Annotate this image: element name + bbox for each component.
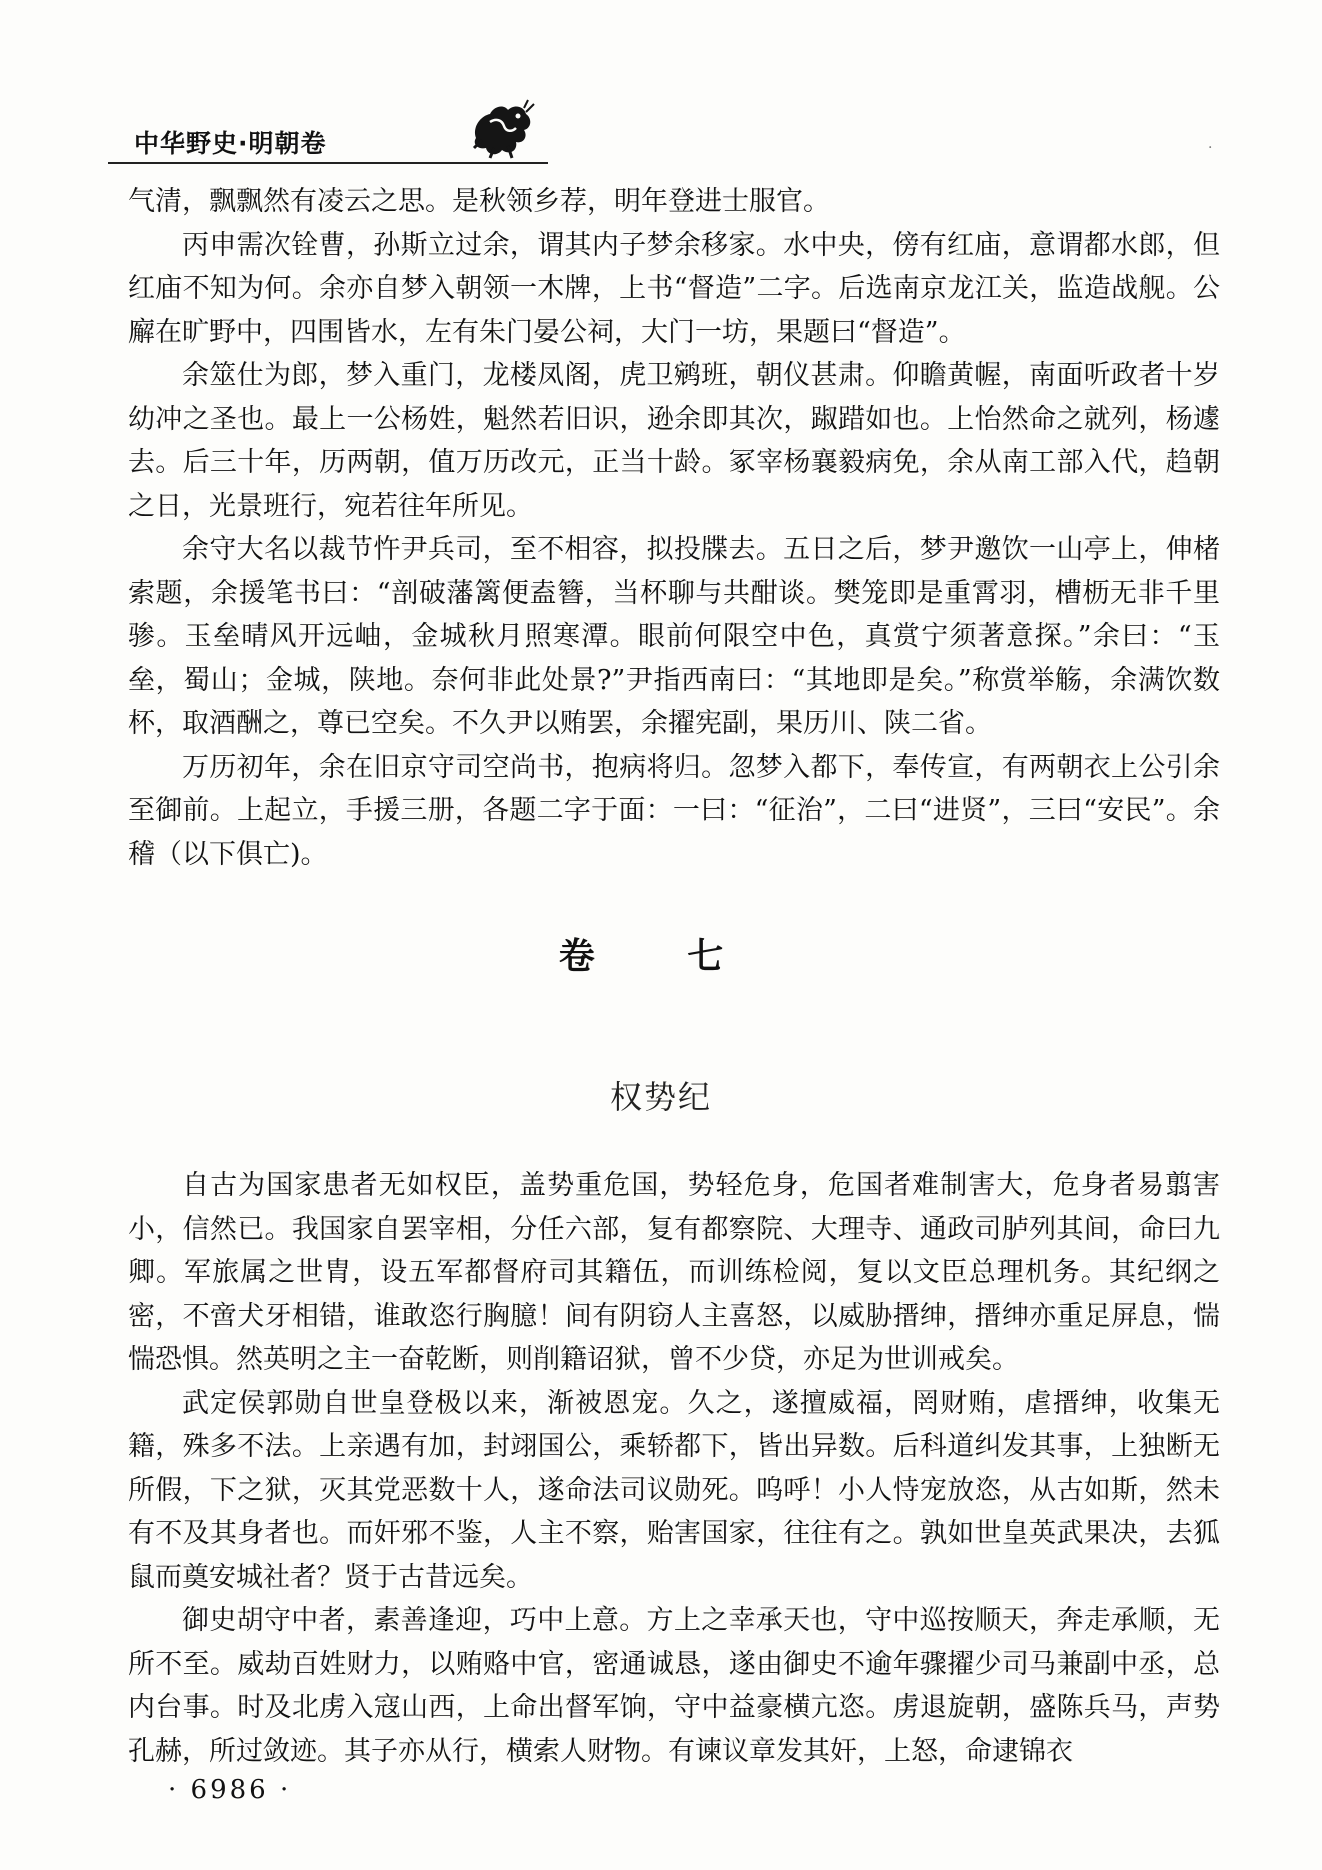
chapter-title: 卷 七 — [558, 936, 764, 977]
paragraph: 余筮仕为郎，梦入重门，龙楼凤阁，虎卫鹓班，朝仪甚肃。仰瞻黄幄，南面听政者十岁幼冲之圣也。最上一公杨姓，魁然若旧识，逊余即其次，踧踖如也。上怡然命之就列，杨遽去。后三十年，历两朝，值万历改元，正当十龄。冢宰杨襄毅病免，余从南工部入代，趋朝之日，光景班行，宛若往年所见。 — [128, 360, 1220, 522]
running-title: 中华野史·明朝卷 — [134, 129, 327, 158]
top-section — [128, 180, 1220, 876]
paragraph: 御史胡守中者，素善逢迎，巧中上意。方上之幸承天也，守中巡按顺天，奔走承顺，无所不至。威劫百姓财力，以贿赂中官，密通诚恳，遂由御史不逾年骤擢少司马兼副中丞，总内台事。时及北虏入寇山西，上命出督军饷，守中益豪横亢恣。虏退旋朝，盛陈兵马，声势孔赫，所过敛迹。其子亦从行，横索人财物。有谏议章发其奸，上怒，命逮锦衣 — [128, 1605, 1220, 1767]
paragraph: 余守大名以裁节忤尹兵司，至不相容，拟投牒去。五日之后，梦尹邀饮一山亭上，伸楮索题，余援笔书曰：“剖破藩篱便盍簪，当杯聊与共酣谈。樊笼即是重霄羽，槽枥无非千里骖。玉垒晴风开远岫，金城秋月照寒潭。眼前何限空中色，真赏宁须著意探。”余曰：“玉垒，蜀山；金城，陕地。奈何非此处景?”尹指西南曰：“其地即是矣。”称赏举觞，余满饮数杯，取酒酬之，尊已空矣。不久尹以贿罢，余擢宪副，果历川、陕二省。 — [128, 534, 1220, 739]
paragraph: 自古为国家患者无如权臣，盖势重危国，势轻危身，危国者难制害大，危身者易翦害小，信然已。我国家自罢宰相，分任六部，复有都察院、大理寺、通政司胪列其间，命曰九卿。军旅属之世胄，设五军都督府司其籍伍，而训练检阅，复以文臣总理机务。其纪纲之密，不啻犬牙相错，谁敢恣行胸臆！间有阴窃人主喜怒，以威胁搢绅，搢绅亦重足屏息，惴惴恐惧。然英明之主一奋乾断，则削籍诏狱，曾不少贷，亦足为世训戒矣。 — [128, 1170, 1220, 1375]
page-number: · 6986 · — [168, 1775, 292, 1805]
header-rule — [108, 162, 548, 164]
paragraph: 武定侯郭勋自世皇登极以来，渐被恩宠。久之，遂擅威福，罔财贿，虐搢绅，收集无籍，殊多不法。上亲遇有加，封翊国公，乘轿都下，皆出异数。后科道纠发其事，上独断无所假，下之狱，灭其党恶数十人，遂命法司议勋死。呜呼！小人恃宠放恣，从古如斯，然未有不及其身者也。而奸邪不鉴，人主不察，贻害国家，往往有之。孰如世皇英武果决，去狐鼠而奠安城社者？贤于古昔远矣。 — [128, 1387, 1220, 1593]
paragraph: 丙申需次铨曹，孙斯立过余，谓其内子梦余移家。水中央，傍有红庙，意谓都水郎，但红庙不知为何。余亦自梦入朝领一木牌，上书“督造”二字。后选南京龙江关，监造战舰。公廨在旷野中，四围皆水，左有朱门晏公祠，大门一坊，果题曰“督造”。 — [128, 229, 1220, 348]
paragraph: 万历初年，余在旧京守司空尚书，抱病将归。忽梦入都下，奉传宣，有两朝衣上公引余至御前。上起立，手援三册，各题二字于面：一曰：“征治”，二曰“进贤”，三曰“安民”。余稽（以下俱亡)。 — [128, 751, 1220, 870]
dragon-emblem-icon — [468, 98, 538, 160]
paragraph: 气清，飘飘然有凌云之思。是秋领乡荐，明年登进士服官。 — [128, 186, 830, 217]
scan-mark: · — [1208, 140, 1213, 156]
bottom-section — [128, 1164, 1220, 1773]
section-title: 权势纪 — [609, 1078, 712, 1116]
